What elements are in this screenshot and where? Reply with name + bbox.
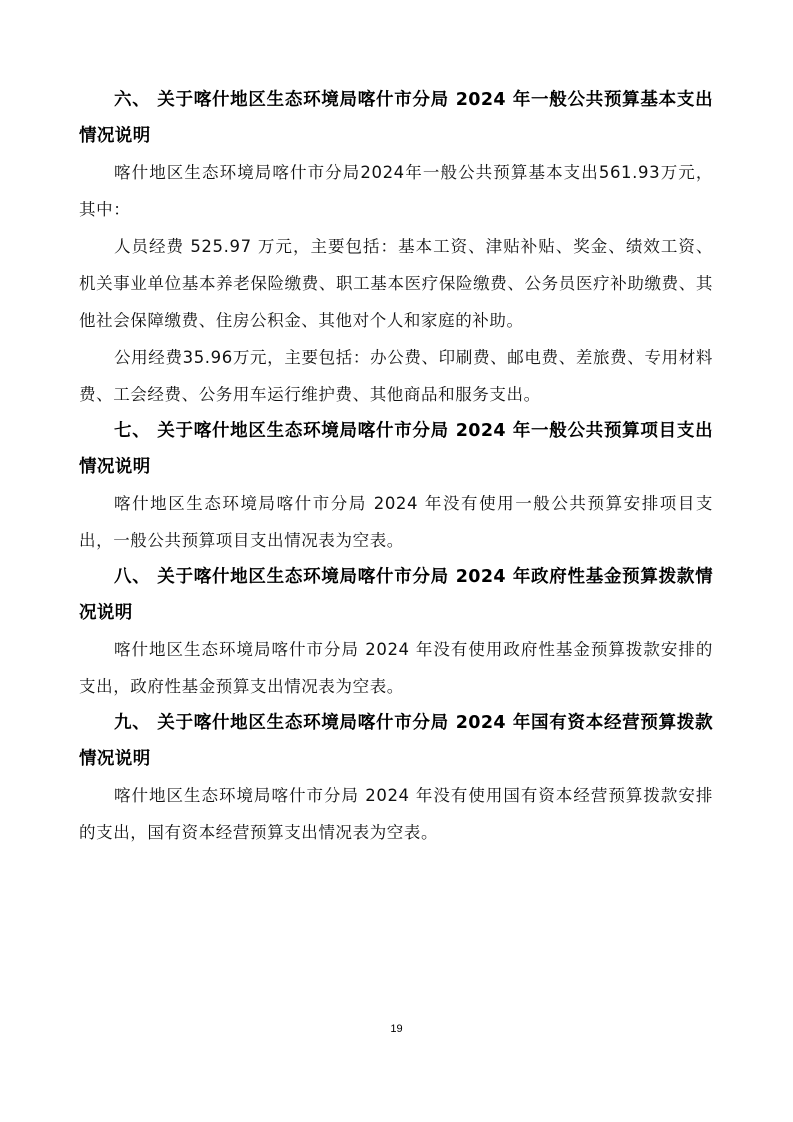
document-page: [79, 82, 713, 851]
section-9: [79, 705, 713, 851]
section-heading: 八、 关于喀什地区生态环境局喀什市分局 2024 年政府性基金预算拨款情况说明: [79, 567, 713, 623]
section-heading: 九、 关于喀什地区生态环境局喀什市分局 2024 年国有资本经营预算拨款情况说明: [79, 713, 713, 769]
section-heading: 七、 关于喀什地区生态环境局喀什市分局 2024 年一般公共预算项目支出情况说明: [79, 421, 713, 477]
paragraph: 公用经费35.96万元，主要包括：办公费、印刷费、邮电费、差旅费、专用材料费、工会经费、公务用车运行维护费、其他商品和服务支出。: [79, 348, 713, 404]
paragraph: 喀什地区生态环境局喀什市分局2024年一般公共预算基本支出561.93万元，其中：: [79, 163, 713, 219]
section-7: [79, 413, 713, 559]
section-8: [79, 559, 713, 705]
paragraph: 人员经费 525.97 万元，主要包括：基本工资、津贴补贴、奖金、绩效工资、机关事业单位基本养老保险缴费、职工基本医疗保险缴费、公务员医疗补助缴费、其他社会保障缴费、住房公积金、其他对个人和家庭的补助。: [79, 237, 713, 330]
section-heading: 六、 关于喀什地区生态环境局喀什市分局 2024 年一般公共预算基本支出情况说明: [79, 90, 713, 146]
section-6: [79, 82, 713, 413]
page-number: 19: [390, 1023, 403, 1035]
paragraph: 喀什地区生态环境局喀什市分局 2024 年没有使用政府性基金预算拨款安排的支出，政府性基金预算支出情况表为空表。: [79, 640, 713, 696]
paragraph: 喀什地区生态环境局喀什市分局 2024 年没有使用国有资本经营预算拨款安排的支出，国有资本经营预算支出情况表为空表。: [79, 786, 713, 842]
paragraph: 喀什地区生态环境局喀什市分局 2024 年没有使用一般公共预算安排项目支出，一般公共预算项目支出情况表为空表。: [79, 494, 713, 550]
